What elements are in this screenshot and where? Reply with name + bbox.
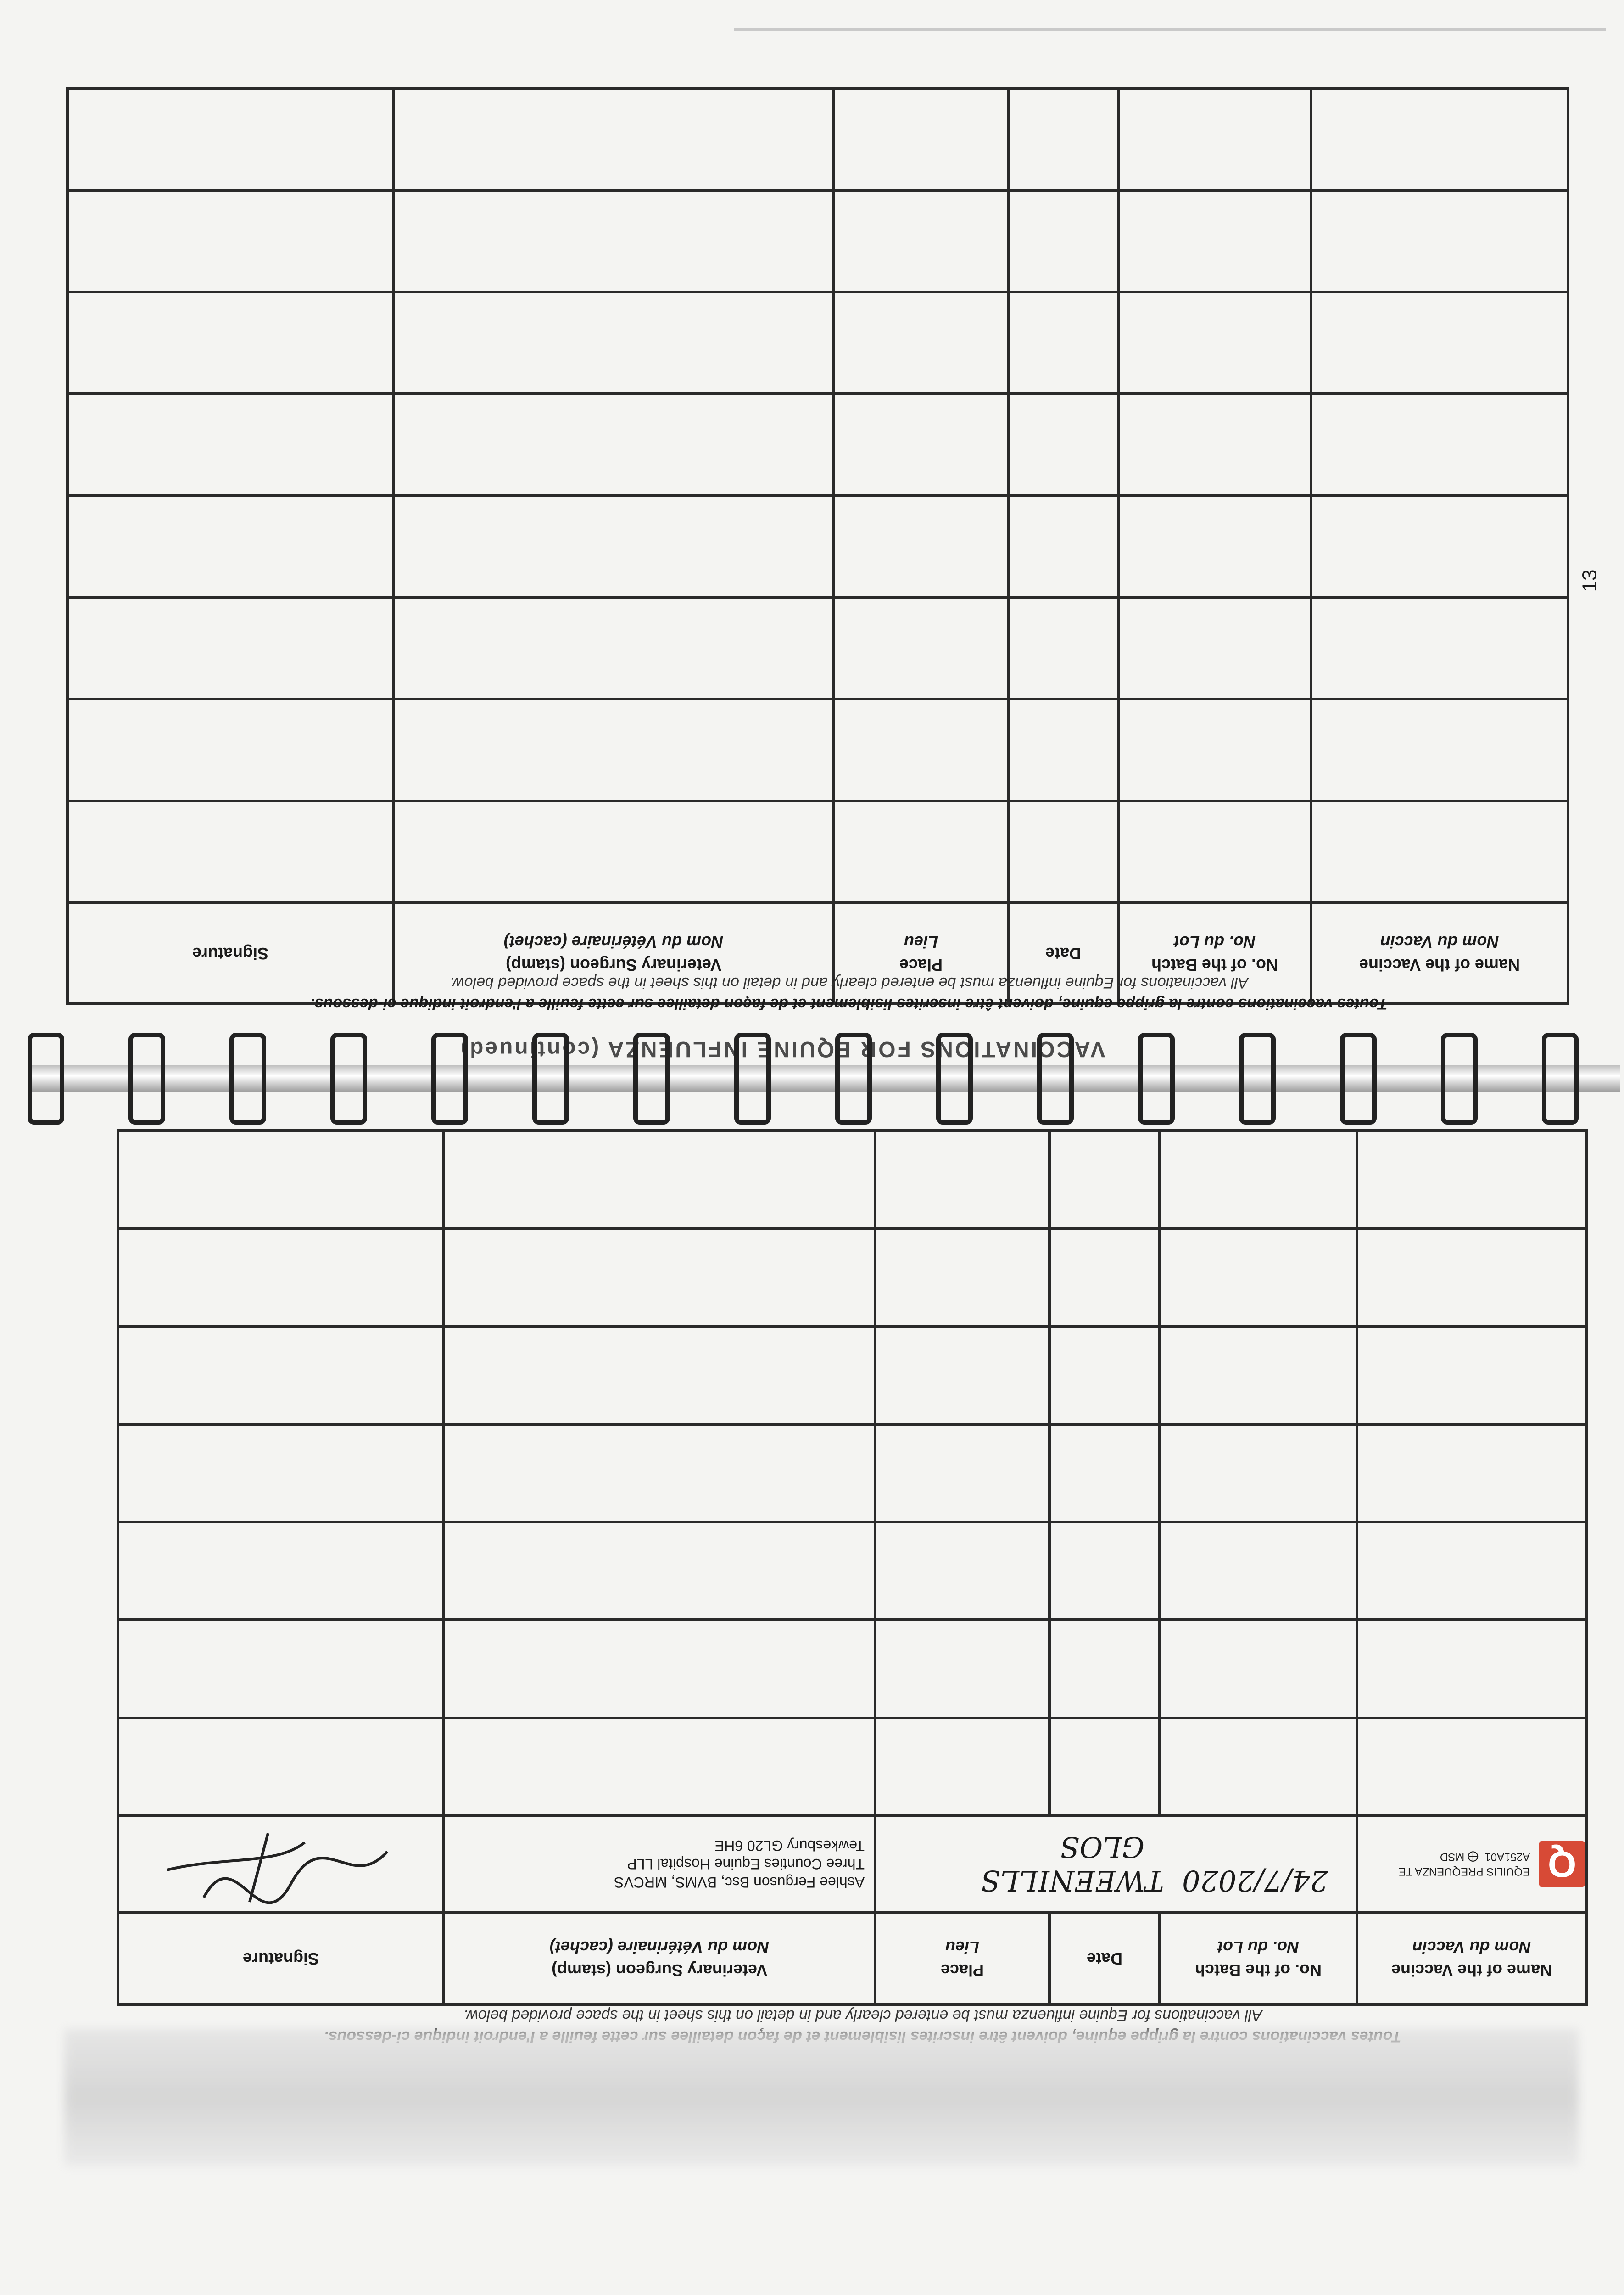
handwritten-county: GLOS [1060, 1830, 1144, 1864]
header-vet: Veterinary Surgeon (stamp) Nom du Vétérinaire (cachet) [393, 903, 834, 1004]
table-row [118, 1522, 1586, 1620]
table-row-entry [118, 1816, 1586, 1913]
header-place: Place Lieu [834, 903, 1008, 1004]
vaccine-label-sticker: Q EQUILIS PREQUENZA TE A251A01 ⨁ MSD [1358, 1842, 1585, 1887]
top-form-caption [138, 968, 1560, 1014]
entry-vet-stamp [444, 1816, 875, 1913]
header-date: Date [1008, 903, 1118, 1004]
table-row [118, 1228, 1586, 1326]
header-signature: Signature [67, 903, 393, 1004]
table-row [67, 292, 1568, 394]
header-vet: Veterinary Surgeon (stamp) Nom du Vétérinaire (cachet) [444, 1913, 875, 2004]
table-row [67, 190, 1568, 292]
top-vaccination-form [69, 87, 1569, 1005]
entry-vaccine-label [1357, 1816, 1586, 1913]
blurred-bleedthrough [64, 2029, 1579, 2166]
table-row [118, 1327, 1586, 1424]
caption-fr: Toutes vaccinations contre la grippe equine, doivent être inscrites lisiblement et de façon detaillee sur cette feuille a l'endroit indique ci-dessous. [310, 995, 1388, 1013]
header-signature: Signature [118, 1913, 444, 2004]
header-batch: No. of the Batch No. du Lot [1160, 1913, 1357, 2004]
page-number: 13 [1578, 569, 1601, 592]
header-date: Date [1049, 1913, 1160, 2004]
binding-bar [28, 1065, 1620, 1092]
caption-en: All vaccinations for Equine influenza must be entered clearly and in detail on this sheet in the space provided below. [463, 2007, 1262, 2024]
table-row [67, 496, 1568, 598]
header-vaccine: Name of the Vaccine Nom du Vaccin [1357, 1913, 1586, 2004]
entry-signature [118, 1816, 444, 1913]
handwritten-date: 24/7/2020 [1182, 1864, 1328, 1898]
bottom-vaccination-form [119, 1129, 1588, 2006]
table-row [118, 1131, 1586, 1228]
vaccine-name: EQUILIS PREQUENZA TE [1398, 1865, 1530, 1878]
manufacturer: MSD [1440, 1851, 1465, 1864]
table-row [118, 1620, 1586, 1718]
vet-practice: Three Counties Equine Hospital LLP [627, 1856, 865, 1873]
batch-number: A251A01 [1484, 1851, 1530, 1864]
page-edge-line [734, 28, 1606, 31]
header-batch: No. of the Batch No. du Lot [1118, 903, 1311, 1004]
vet-name: Ashlee Ferguson Bsc, BVMS, MRCVS [614, 1874, 865, 1891]
entry-date-place [875, 1816, 1357, 1913]
header-vaccine: Name of the Vaccine Nom du Vaccin [1311, 903, 1568, 1004]
table-row [67, 700, 1568, 801]
handwritten-signature [121, 1819, 442, 1911]
table-row [67, 89, 1568, 190]
table-row [67, 801, 1568, 903]
caption-en: All vaccinations for Equine influenza must be entered clearly and in detail on this sheet in the space provided below. [449, 974, 1249, 991]
handwritten-place: TWEENILLS [981, 1864, 1164, 1898]
header-place: Place Lieu [875, 1913, 1049, 2004]
table-row [67, 598, 1568, 700]
vet-address: Tewkesbury GL20 6HE [714, 1837, 865, 1854]
binding-overlay-title: VACCINATIONS FOR EQUINE INFLUENZA (continued) [459, 1037, 1105, 1061]
table-row [67, 394, 1568, 496]
prequenza-logo-icon: Q [1539, 1842, 1585, 1887]
table-row [118, 1424, 1586, 1522]
table-row [118, 1718, 1586, 1816]
